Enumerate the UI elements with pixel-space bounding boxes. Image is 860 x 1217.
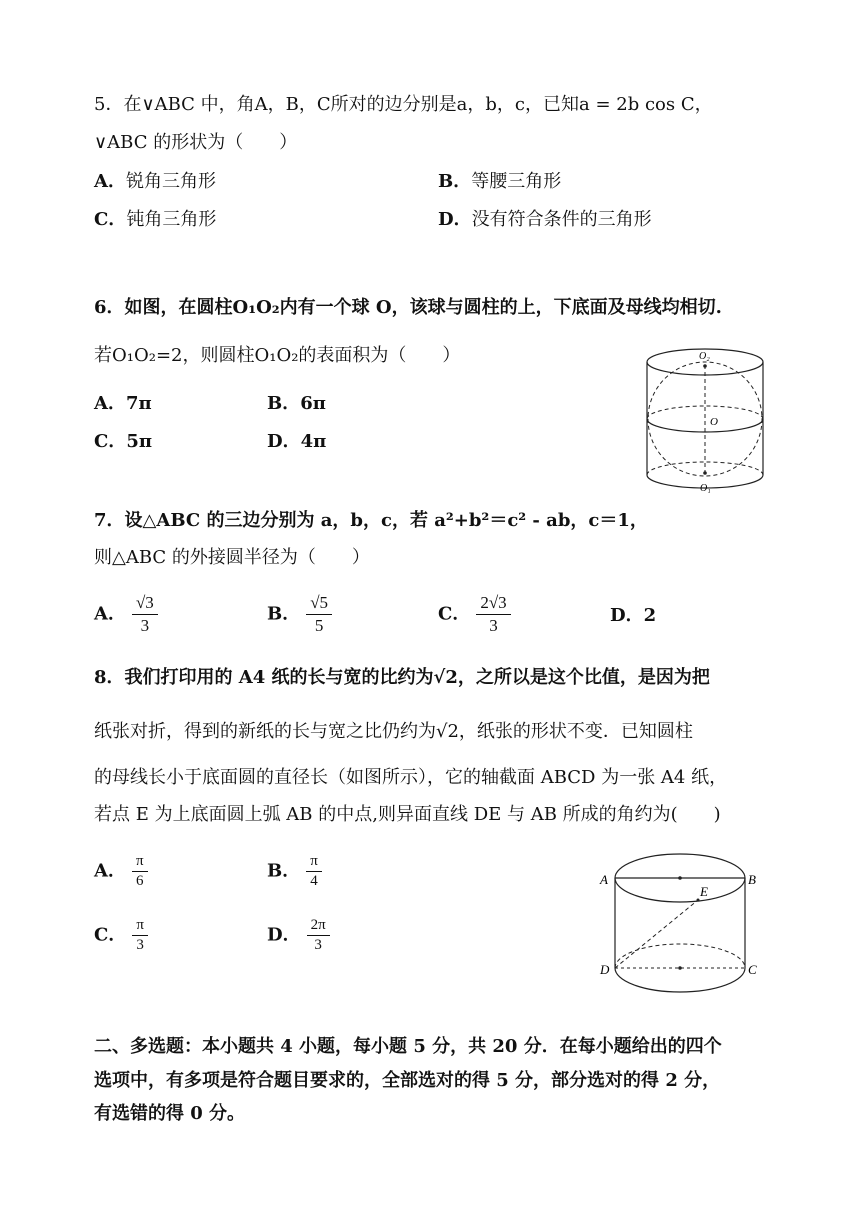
q6-stem-line2: 若O₁O₂=2，则圆柱O₁O₂的表面积为（ ） [94, 345, 461, 366]
q8-stem-line2: 纸张对折，得到的新纸的长与宽之比仍约为√2，纸张的形状不变．已知圆柱 [94, 721, 693, 742]
q7-option-b[interactable] [267, 592, 332, 637]
fraction-denominator: 4 [310, 873, 318, 889]
option-label: B． [267, 393, 301, 414]
option-label: B． [438, 171, 472, 192]
fraction-numerator: π [132, 916, 148, 936]
q6-option-c[interactable] [94, 430, 152, 454]
q6-option-d[interactable] [267, 430, 326, 454]
option-label: A． [94, 603, 126, 625]
section2-line3: 有选错的得 0 分。 [94, 1103, 246, 1124]
q5-option-c[interactable] [94, 208, 216, 232]
q5-option-d[interactable] [438, 208, 652, 232]
cylinder-sphere-figure [640, 345, 770, 495]
q6-option-b[interactable] [267, 392, 326, 416]
q8-option-a[interactable] [94, 852, 148, 891]
q5-stem-line1: 5．在∨ABC 中，角A，B，C所对的边分别是a，b，c，已知a = 2b cos C， [94, 94, 713, 115]
section2-line2: 选项中，有多项是符合题目要求的，全部选对的得 5 分，部分选对的得 2 分， [94, 1070, 721, 1091]
fraction-numerator: π [306, 852, 322, 872]
fraction-denominator: 6 [136, 873, 144, 889]
q8-option-b[interactable] [267, 852, 322, 891]
fraction [132, 592, 158, 637]
option-label: C． [94, 924, 127, 946]
fraction [132, 916, 148, 955]
fraction-denominator: 3 [136, 937, 144, 953]
q7-stem-line1: 7．设△ABC 的三边分别为 a，b，c，若 a²+b²＝c² - ab，c＝1， [94, 510, 648, 531]
section2-line1: 二、多选题：本小题共 4 小题，每小题 5 分，共 20 分．在每小题给出的四个 [94, 1036, 722, 1057]
q8-option-c[interactable] [94, 916, 148, 955]
option-label: B． [267, 860, 301, 882]
option-text: 2 [643, 605, 657, 626]
q8-stem-line1: 8．我们打印用的 A4 纸的长与宽的比约为√2，之所以是这个比值，是因为把 [94, 667, 710, 688]
label-a: A [600, 872, 608, 887]
q5-option-a[interactable] [94, 170, 216, 194]
option-text: 等腰三角形 [471, 171, 562, 192]
label-d: D [600, 962, 610, 977]
fraction [306, 592, 332, 637]
label-o: O [710, 416, 718, 428]
fraction-denominator: 3 [489, 616, 498, 635]
option-label: C． [94, 431, 127, 452]
option-text: 锐角三角形 [125, 171, 216, 192]
option-label: D． [438, 209, 472, 230]
option-text: 没有符合条件的三角形 [471, 209, 652, 230]
fraction-denominator: 3 [314, 937, 322, 953]
q7-option-c[interactable] [438, 592, 511, 637]
label-o1: O₁ [700, 483, 711, 494]
option-label: A． [94, 393, 126, 414]
option-label: D． [267, 431, 301, 452]
label-e: E [700, 884, 708, 899]
q5-stem-line2: ∨ABC 的形状为（ ） [94, 132, 298, 153]
option-text: 6π [300, 393, 326, 414]
fraction [476, 592, 510, 637]
q5-option-b[interactable] [438, 170, 561, 194]
option-label: D． [610, 605, 644, 626]
option-label: B． [267, 603, 301, 625]
fraction-denominator: 3 [140, 616, 150, 635]
fraction-numerator: √3 [132, 592, 158, 615]
a4-cylinder-figure [598, 848, 768, 1000]
q7-stem-line2: 则△ABC 的外接圆半径为（ ） [94, 547, 370, 568]
fraction-denominator: 5 [314, 616, 324, 635]
fraction-numerator: 2π [307, 916, 330, 936]
fraction [307, 916, 330, 955]
option-label: D． [267, 924, 301, 946]
q8-stem-line4: 若点 E 为上底面圆上弧 AB 的中点,则异面直线 DE 与 AB 所成的角约为( ) [94, 804, 721, 825]
option-text: 4π [300, 431, 327, 452]
q8-option-d[interactable] [267, 916, 330, 955]
q6-option-a[interactable] [94, 392, 152, 416]
option-text: 钝角三角形 [126, 209, 217, 230]
label-c: C [748, 962, 757, 977]
fraction [306, 852, 322, 891]
label-o2: O₂ [699, 351, 710, 362]
fraction-numerator: √5 [306, 592, 332, 615]
option-text: 7π [125, 393, 152, 414]
fraction-numerator: 2√3 [476, 592, 510, 615]
fraction-numerator: π [132, 852, 148, 872]
label-b: B [748, 872, 756, 887]
q6-stem-line1: 6．如图，在圆柱O₁O₂内有一个球 O，该球与圆柱的上，下底面及母线均相切. [94, 297, 722, 318]
option-text: 5π [126, 431, 153, 452]
option-label: C． [94, 209, 127, 230]
q7-option-a[interactable] [94, 592, 158, 637]
q8-stem-line3: 的母线长小于底面圆的直径长（如图所示），它的轴截面 ABCD 为一张 A4 纸， [94, 767, 728, 788]
option-label: A． [94, 860, 126, 882]
fraction [132, 852, 148, 891]
option-label: A． [94, 171, 126, 192]
q7-option-d[interactable] [610, 604, 656, 628]
option-label: C． [438, 603, 471, 625]
